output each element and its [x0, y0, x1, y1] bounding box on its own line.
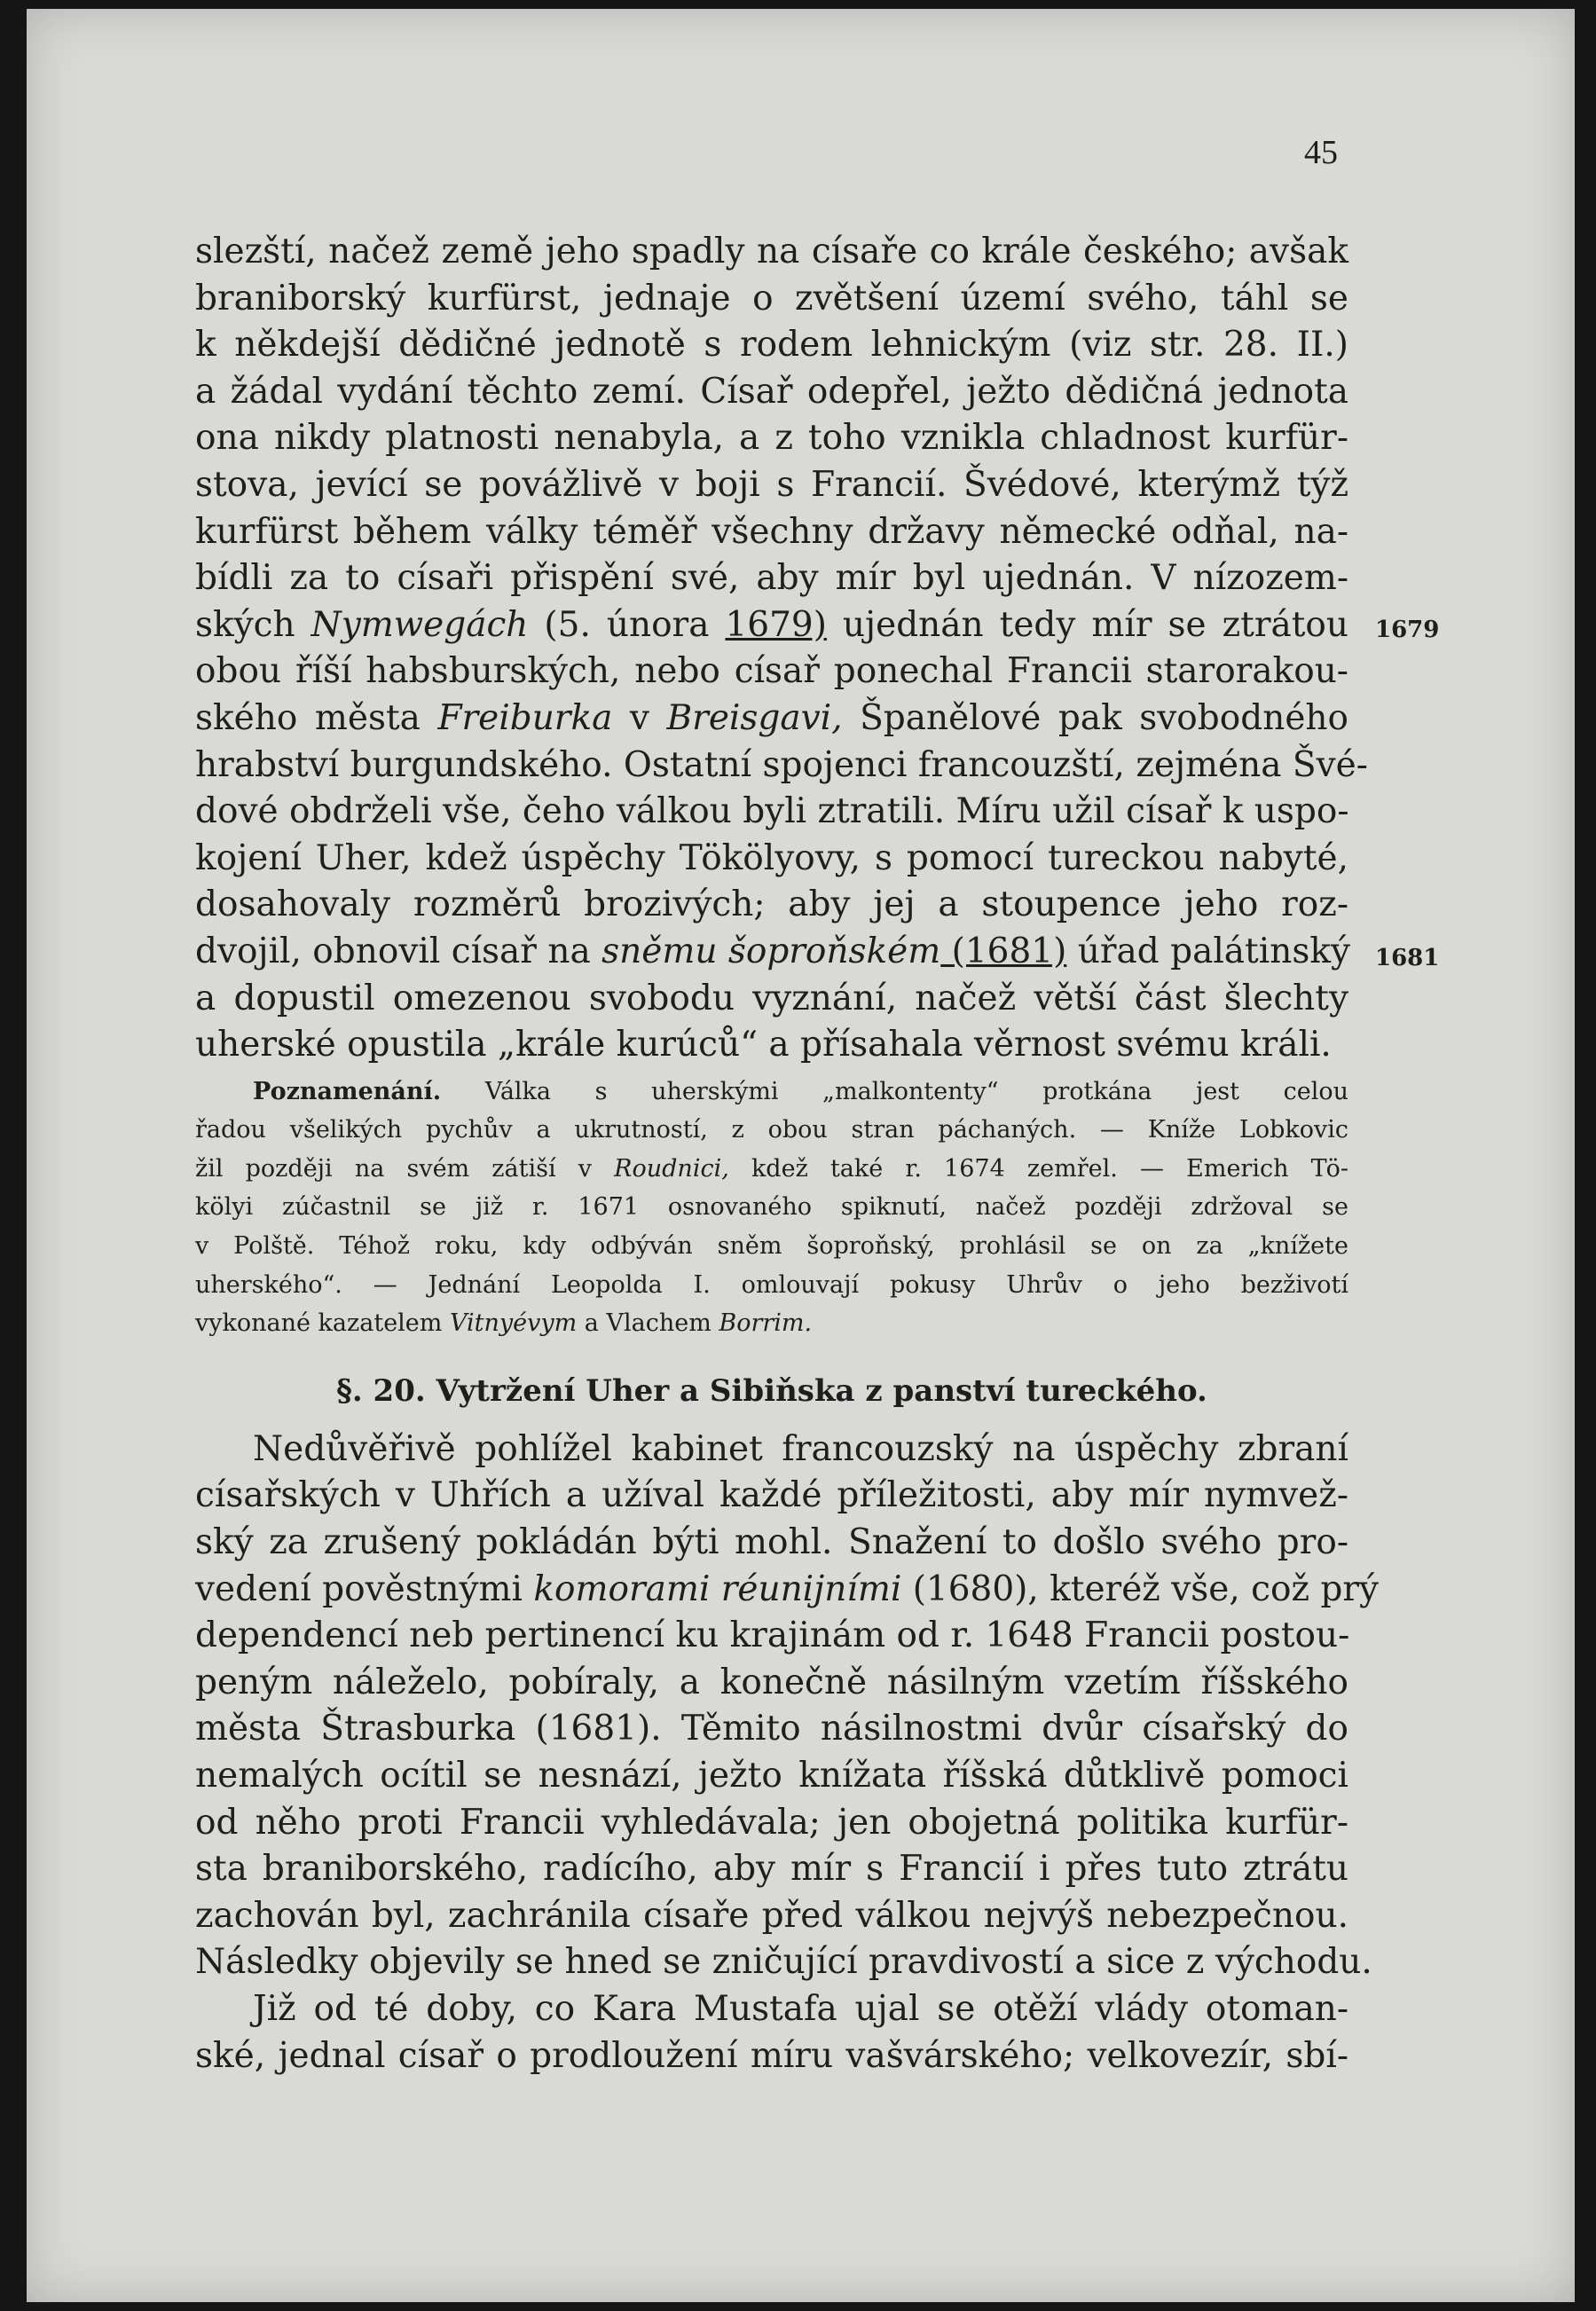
- note-line: řadou všelikých pychův a ukrutností, z obou stran páchaných. — Kníže Lobkovic: [195, 1116, 1348, 1144]
- margin-year-1681: 1681: [1375, 945, 1440, 971]
- note-line: uherského“. — Jednání Leopolda I. omlouvají pokusy Uhrův o jeho bezživotí: [195, 1270, 1348, 1299]
- text-line: dosahovaly rozměrů brozivých; aby jej a stoupence jeho roz-: [195, 884, 1348, 925]
- place-name: Freiburka: [437, 697, 613, 738]
- text-line: uherské opustila „krále kurúců“ a přísahala věrnost svému králi.: [195, 1025, 1332, 1065]
- text-line: obou říší habsburských, nebo císař ponechal Francii starorakou-: [195, 651, 1348, 692]
- text-block: [195, 229, 1380, 2079]
- text-line: hrabství burgundského. Ostatní spojenci francouzští, zejména Švé-: [195, 744, 1368, 785]
- text-line: dvojil, obnovil císař na sněmu šoproňském (1681) úřad palátinský: [195, 931, 1350, 971]
- text-line: kojení Uher, kdež úspěchy Tökölyovy, s pomocí tureckou nabyté,: [195, 837, 1348, 878]
- text-line: nemalých ocítil se nesnází, ježto knížata říšská důtklivě pomoci: [195, 1756, 1348, 1796]
- note-line: žil později na svém zátiší v Roudnici, kdež také r. 1674 zemřel. — Emerich Tö-: [195, 1154, 1348, 1183]
- assembly-name: sněmu šoproňském: [601, 931, 941, 971]
- institution-name: komorami réunijními: [533, 1568, 902, 1609]
- text-line: bídli za to císaři přispění své, aby mír byl ujednán. V nízozem-: [195, 558, 1348, 599]
- text-line: Následky objevily se hned se zničující pravdivostí a sice z východu.: [195, 1942, 1372, 1983]
- text-line: a žádal vydání těchto zemí. Císař odepřel, ježto dědičná jednota: [195, 371, 1348, 412]
- text-line: ské, jednal císař o prodloužení míru vašvárského; velkovezír, sbí-: [195, 2035, 1348, 2076]
- margin-year-1679: 1679: [1375, 617, 1440, 643]
- text-line: vedení pověstnými komorami réunijními (1680), kteréž vše, což prý: [195, 1568, 1380, 1609]
- text-line: ského města Freiburka v Breisgavi, Španělové pak svobodného: [195, 697, 1348, 738]
- section-heading: §. 20. Vytržení Uher a Sibiňska z panství tureckého.: [336, 1372, 1207, 1409]
- text-line: císařských v Uhřích a užíval každé příležitosti, aby mír nymvež-: [195, 1475, 1348, 1516]
- year-underlined: 1679): [725, 604, 827, 645]
- text-line: města Štrasburka (1681). Těmito násilnostmi dvůr císařský do: [195, 1709, 1348, 1749]
- text-line: braniborský kurfürst, jednaje o zvětšení území svého, táhl se: [195, 278, 1348, 318]
- note-label: Poznamenání.: [253, 1077, 442, 1105]
- text-line: ských Nymwegách (5. února 1679) ujednán tedy mír se ztrátou: [195, 604, 1348, 645]
- book-page: [27, 9, 1575, 2302]
- note-line: kölyi zúčastnil se již r. 1671 osnovaného spiknutí, načež později zdržoval se: [195, 1193, 1348, 1222]
- text-line: ský za zrušený pokládán býti mohl. Snažení to došlo svého pro-: [195, 1522, 1348, 1563]
- note: [195, 1073, 1348, 1343]
- text-line: kurfürst během války téměř všechny državy německé odňal, na-: [195, 511, 1348, 552]
- text-line: stova, jevící se povážlivě v boji s Francií. Švédové, kterýmž týž: [195, 464, 1348, 505]
- text-line: ona nikdy platnosti nenabyla, a z toho vznikla chladnost kurfür-: [195, 418, 1348, 459]
- text-line: dové obdrželi vše, čeho válkou byli ztratili. Míru užil císař k uspo-: [195, 791, 1349, 832]
- text-line: peným náleželo, pobíraly, a konečně násilným vzetím říšského: [195, 1662, 1348, 1702]
- place-name: Breisgavi,: [666, 697, 843, 738]
- text-line: zachován byl, zachránila císaře před válkou nejvýš nebezpečnou.: [195, 1895, 1348, 1936]
- text-line: Nedůvěřivě pohlížel kabinet francouzský na úspěchy zbraní: [253, 1428, 1348, 1469]
- place-name: Nymwegách: [311, 604, 529, 645]
- note-line: vykonané kazatelem Vitnyévym a Vlachem Borrim.: [195, 1309, 813, 1338]
- text-line: k někdejší dědičné jednotě s rodem lehnickým (viz str. 28. II.): [195, 325, 1348, 366]
- text-line: sta braniborského, radícího, aby mír s Francií i přes tuto ztrátu: [195, 1849, 1348, 1890]
- text-line: od něho proti Francii vyhledávala; jen obojetná politika kurfür-: [195, 1802, 1348, 1843]
- page-number: 45: [1304, 134, 1338, 171]
- year-underlined: (1681): [940, 931, 1067, 971]
- text-line: a dopustil omezenou svobodu vyznání, načež větší část šlechty: [195, 978, 1348, 1018]
- text-line: Již od té doby, co Kara Mustafa ujal se otěží vlády otoman-: [253, 1988, 1348, 2029]
- text-line: dependencí neb pertinencí ku krajinám od r. 1648 Francii postou-: [195, 1615, 1350, 1656]
- note-line: Poznamenání. Válka s uherskými „malkontenty“ protkána jest celou: [253, 1077, 1348, 1105]
- note-line: v Polště. Téhož roku, kdy odbýván sněm šoproňský, prohlásil se on za „knížete: [195, 1232, 1348, 1261]
- text-line: slezští, načež země jeho spadly na císaře co krále českého; avšak: [195, 232, 1348, 271]
